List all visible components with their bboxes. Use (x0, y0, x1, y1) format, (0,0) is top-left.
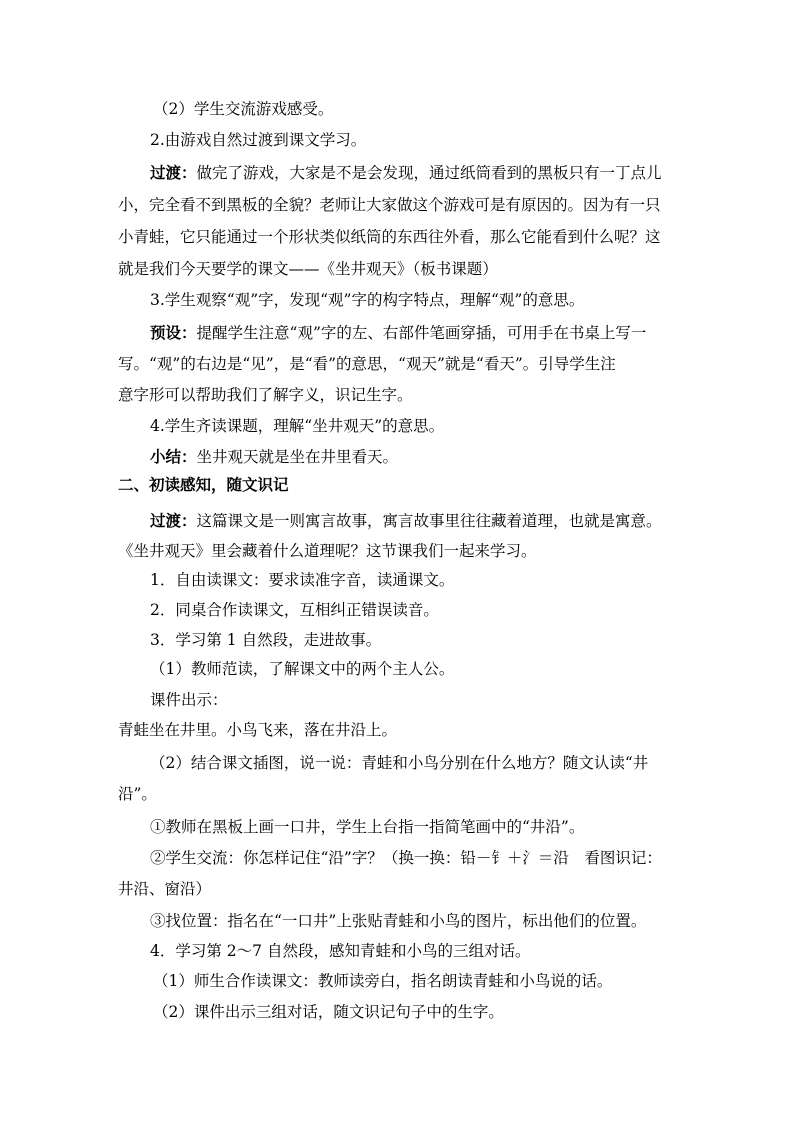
paragraph: 沿”。 (118, 785, 157, 803)
paragraph: 青蛙坐在井里。小鸟飞来，落在井沿上。 (118, 721, 398, 739)
paragraph: （2）课件出示三组对话，随文识记句子中的生字。 (153, 1003, 504, 1021)
paragraph: 4.学生齐读课题，理解“坐井观天”的意思。 (150, 417, 445, 435)
paragraph: （1）师生合作读课文：教师读旁白，指名朗读青蛙和小鸟说的话。 (153, 972, 613, 990)
paragraph: 过渡：这篇课文是一则寓言故事，寓言故事里往往藏着道理，也就是寓意。 (150, 511, 662, 530)
paragraph: 预设：提醒学生注意“观”字的左、右部件笔画穿插，可用手在书桌上写一 (150, 323, 647, 342)
paragraph: 就是我们今天要学的课文——《坐井观天》（板书课题） (118, 260, 498, 278)
label-transition: 过渡： (150, 511, 197, 530)
paragraph: 过渡：做完了游戏，大家是不是会发现，通过纸筒看到的黑板只有一丁点儿 (150, 163, 662, 182)
paragraph: 《坐井观天》里会藏着什么道理呢？这节课我们一起来学习。 (118, 542, 537, 560)
paragraph: ③找位置：指名在“一口井”上张贴青蛙和小鸟的图片，标出他们的位置。 (150, 912, 647, 930)
label-preset: 预设： (150, 323, 197, 342)
paragraph: 井沿、窗沿） (118, 880, 212, 898)
paragraph: 意字形可以帮助我们了解字义，识记生字。 (118, 386, 413, 404)
paragraph: 3.学生观察“观”字，发现“观”字的构字特点，理解“观”的意思。 (150, 291, 585, 309)
paragraph: （1）教师范读，了解课文中的两个主人公。 (150, 660, 455, 678)
paragraph: 2.由游戏自然过渡到课文学习。 (150, 131, 367, 149)
paragraph: 小，完全看不到黑板的全貌？老师让大家做这个游戏可是有原因的。因为有一只 (118, 196, 661, 214)
paragraph: 课件出示： (150, 691, 228, 709)
paragraph: 3．学习第 1 自然段，走进故事。 (150, 631, 382, 649)
section-heading: 二、初读感知，随文识记 (118, 475, 289, 494)
paragraph: 1．自由读课文：要求读准字音，读通课文。 (150, 571, 455, 589)
paragraph: （2）学生交流游戏感受。 (153, 100, 334, 118)
paragraph: 小结：坐井观天就是坐在井里看天。 (150, 447, 399, 466)
paragraph: ②学生交流：你怎样记住“沿”字？（换一换：铅－钅＋氵＝沿 看图识记： (150, 849, 662, 867)
paragraph: 4．学习第 2～7 自然段，感知青蛙和小鸟的三组对话。 (150, 942, 531, 960)
label-transition: 过渡： (150, 163, 197, 182)
paragraph: （2）结合课文插图，说一说：青蛙和小鸟分别在什么地方？随文认读“井 (150, 754, 649, 772)
label-summary: 小结： (150, 447, 197, 466)
paragraph: ①教师在黑板上画一口井，学生上台指一指简笔画中的“井沿”。 (150, 818, 585, 836)
paragraph: 写。“观”的右边是“见”，是“看”的意思，“观天”就是“看天”。引导学生注 (118, 355, 616, 373)
paragraph: 2．同桌合作读课文，互相纠正错误读音。 (150, 601, 439, 619)
paragraph: 小青蛙，它只能通过一个形状类似纸筒的东西往外看，那么它能看到什么呢？这 (118, 228, 661, 246)
